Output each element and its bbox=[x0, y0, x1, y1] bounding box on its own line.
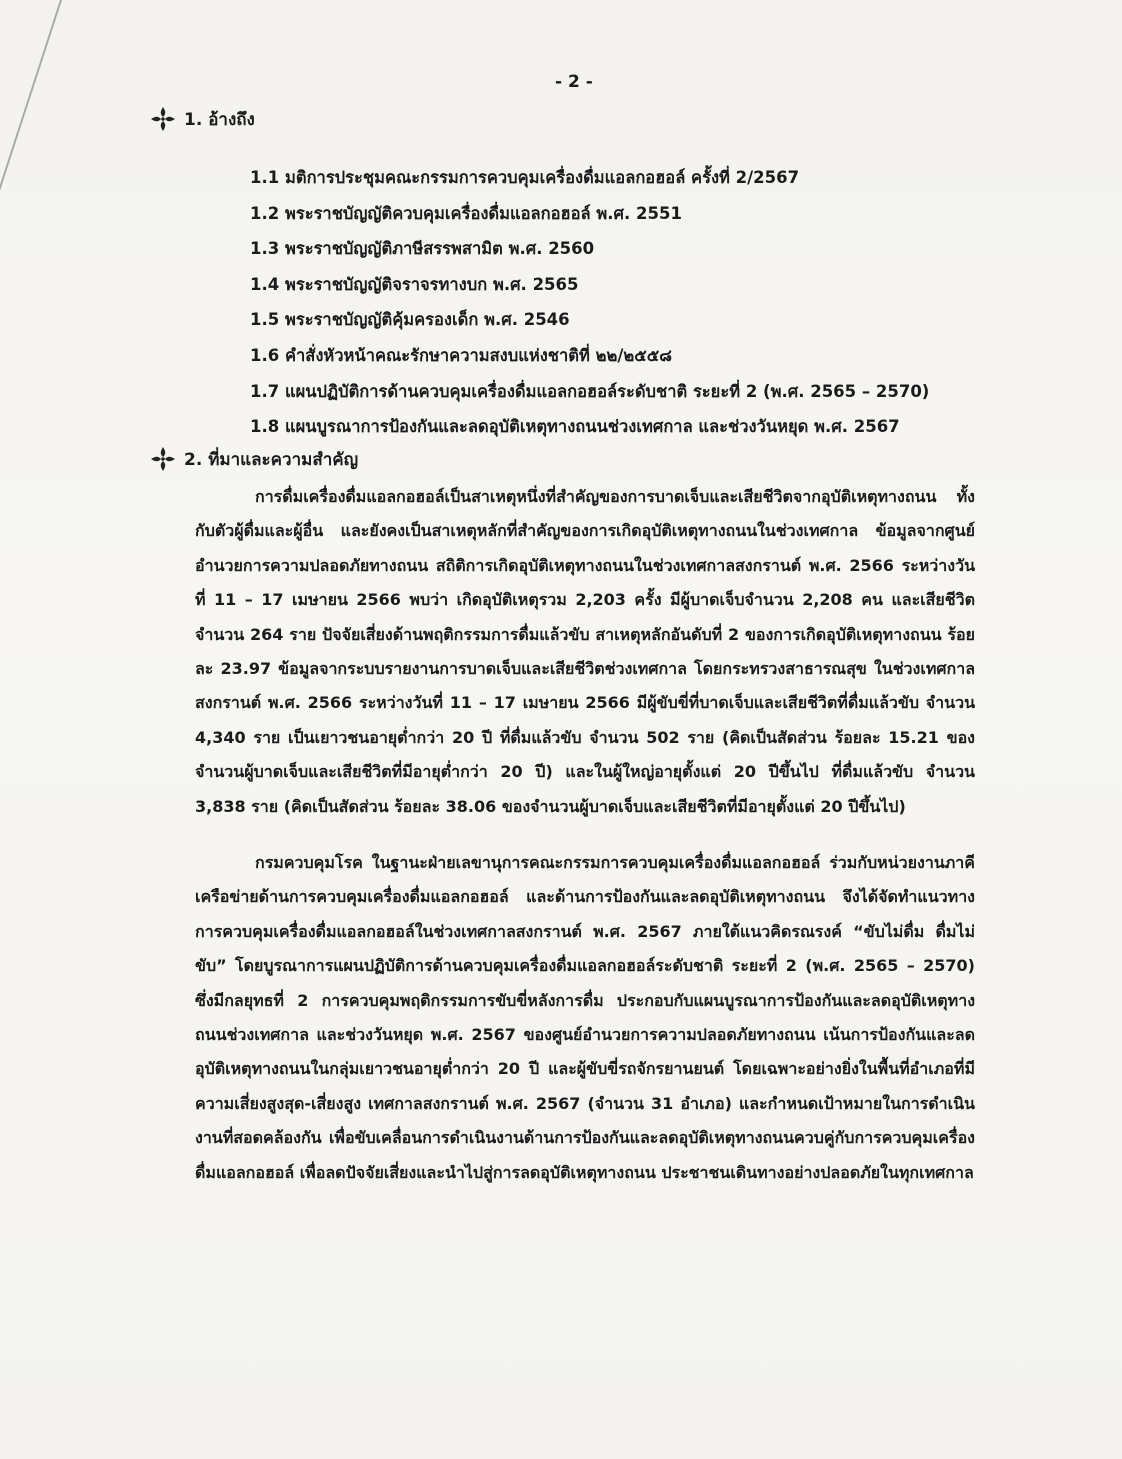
section-2-title: 2. ที่มาและความสำคัญ bbox=[184, 449, 359, 470]
reference-item: 1.2 พระราชบัญญัติควบคุมเครื่องดื่มแอลกอฮอล์ พ.ศ. 2551 bbox=[250, 203, 682, 223]
section-2-heading bbox=[148, 444, 358, 474]
page-number: - 2 - bbox=[555, 72, 593, 92]
reference-item: 1.5 พระราชบัญญัติคุ้มครองเด็ก พ.ศ. 2546 bbox=[250, 310, 570, 330]
reference-item: 1.7 แผนปฏิบัติการด้านควบคุมเครื่องดื่มแอลกอฮอล์ระดับชาติ ระยะที่ 2 (พ.ศ. 2565 – 2570) bbox=[250, 381, 930, 401]
paragraph-approach: กรมควบคุมโรค ในฐานะฝ่ายเลขานุการคณะกรรมการควบคุมเครื่องดื่มแอลกอฮอล์ ร่วมกับหน่วยงานภาคีเครือข่ายด้านการควบคุมเครื่องดื่มแอลกอฮอล์ และด้านการป้องกันและลดอุบัติเหตุทางถนน จึงได้จัดทำแนวทางการควบคุมเครื่องดื่มแอลกอฮอล์ในช่วงเทศกาลสงกรานต์ พ.ศ. 2567 ภายใต้แนวคิดรณรงค์ “ขับไม่ดื่ม ดื่มไม่ขับ” โดยบูรณาการแผนปฏิบัติการด้านควบคุมเครื่องดื่มแอลกอฮอล์ระดับชาติ ระยะที่ 2 (พ.ศ. 2565 – 2570) ซึ่งมีกลยุทธที่ 2 การควบคุมพฤติกรรมการขับขี่หลังการดื่ม ประกอบกับแผนบูรณาการป้องกันและลดอุบัติเหตุทางถนนช่วงเทศกาล และช่วงวันหยุด พ.ศ. 2567 ของศูนย์อำนวยการความปลอดภัยทางถนน เน้นการป้องกันและลดอุบัติเหตุทางถนนในกลุ่มเยาวชนอายุต่ำกว่า 20 ปี และผู้ขับขี่รถจักรยานยนต์ โดยเฉพาะอย่างยิ่งในพื้นที่อำเภอที่มีความเสี่ยงสูงสุด-เสี่ยงสูง เทศกาลสงกรานต์ พ.ศ. 2567 (จำนวน 31 อำเภอ) และกำหนดเป้าหมายในการดำเนินงานที่สอดคล้องกัน เพื่อขับเคลื่อนการดำเนินงานด้านการป้องกันและลดอุบัติเหตุทางถนนควบคู่กับการควบคุมเครื่องดื่มแอลกอฮอล์ เพื่อลดปัจจัยเสี่ยงและนำไปสู่การลดอุบัติเหตุทางถนน ประชาชนเดินทางอย่างปลอดภัยในทุกเทศกาล bbox=[195, 853, 975, 1182]
ornament-icon bbox=[148, 104, 178, 134]
reference-list bbox=[250, 160, 930, 445]
paper-crease bbox=[0, 0, 62, 200]
section-1-title: 1. อ้างถึง bbox=[184, 109, 255, 130]
reference-item: 1.4 พระราชบัญญัติจราจรทางบก พ.ศ. 2565 bbox=[250, 274, 579, 294]
ornament-icon bbox=[148, 444, 178, 474]
reference-item: 1.6 คำสั่งหัวหน้าคณะรักษาความสงบแห่งชาติที่ ๒๒/๒๕๕๘ bbox=[250, 345, 672, 365]
reference-item: 1.3 พระราชบัญญัติภาษีสรรพสามิต พ.ศ. 2560 bbox=[250, 239, 595, 259]
section-1-heading bbox=[148, 104, 255, 134]
paragraph-background: การดื่มเครื่องดื่มแอลกอฮอล์เป็นสาเหตุหนึ่งที่สำคัญของการบาดเจ็บและเสียชีวิตจากอุบัติเหตุทางถนน ทั้งกับตัวผู้ดื่มและผู้อื่น และยังคงเป็นสาเหตุหลักที่สำคัญของการเกิดอุบัติเหตุทางถนนในช่วงเทศกาล ข้อมูลจากศูนย์อำนวยการความปลอดภัยทางถนน สถิติการเกิดอุบัติเหตุทางถนนในช่วงเทศกาลสงกรานต์ พ.ศ. 2566 ระหว่างวันที่ 11 – 17 เมษายน 2566 พบว่า เกิดอุบัติเหตุรวม 2,203 ครั้ง มีผู้บาดเจ็บจำนวน 2,208 คน และเสียชีวิตจำนวน 264 ราย ปัจจัยเสี่ยงด้านพฤติกรรมการดื่มแล้วขับ สาเหตุหลักอันดับที่ 2 ของการเกิดอุบัติเหตุทางถนน ร้อยละ 23.97 ข้อมูลจากระบบรายงานการบาดเจ็บและเสียชีวิตช่วงเทศกาล โดยกระทรวงสาธารณสุข ในช่วงเทศกาลสงกรานต์ พ.ศ. 2566 ระหว่างวันที่ 11 – 17 เมษายน 2566 มีผู้ขับขี่ที่บาดเจ็บและเสียชีวิตที่ดื่มแล้วขับ จำนวน 4,340 ราย เป็นเยาวชนอายุต่ำกว่า 20 ปี ที่ดื่มแล้วขับ จำนวน 502 ราย (คิดเป็นสัดส่วน ร้อยละ 15.21 ของจำนวนผู้บาดเจ็บและเสียชีวิตที่มีอายุต่ำกว่า 20 ปี) และในผู้ใหญ่อายุตั้งแต่ 20 ปีขึ้นไป ที่ดื่มแล้วขับ จำนวน 3,838 ราย (คิดเป็นสัดส่วน ร้อยละ 38.06 ของจำนวนผู้บาดเจ็บและเสียชีวิตที่มีอายุตั้งแต่ 20 ปีขึ้นไป) bbox=[195, 487, 976, 816]
reference-item: 1.1 มติการประชุมคณะกรรมการควบคุมเครื่องดื่มแอลกอฮอล์ ครั้งที่ 2/2567 bbox=[250, 168, 800, 187]
reference-item: 1.8 แผนบูรณาการป้องกันและลดอุบัติเหตุทางถนนช่วงเทศกาล และช่วงวันหยุด พ.ศ. 2567 bbox=[250, 417, 900, 437]
